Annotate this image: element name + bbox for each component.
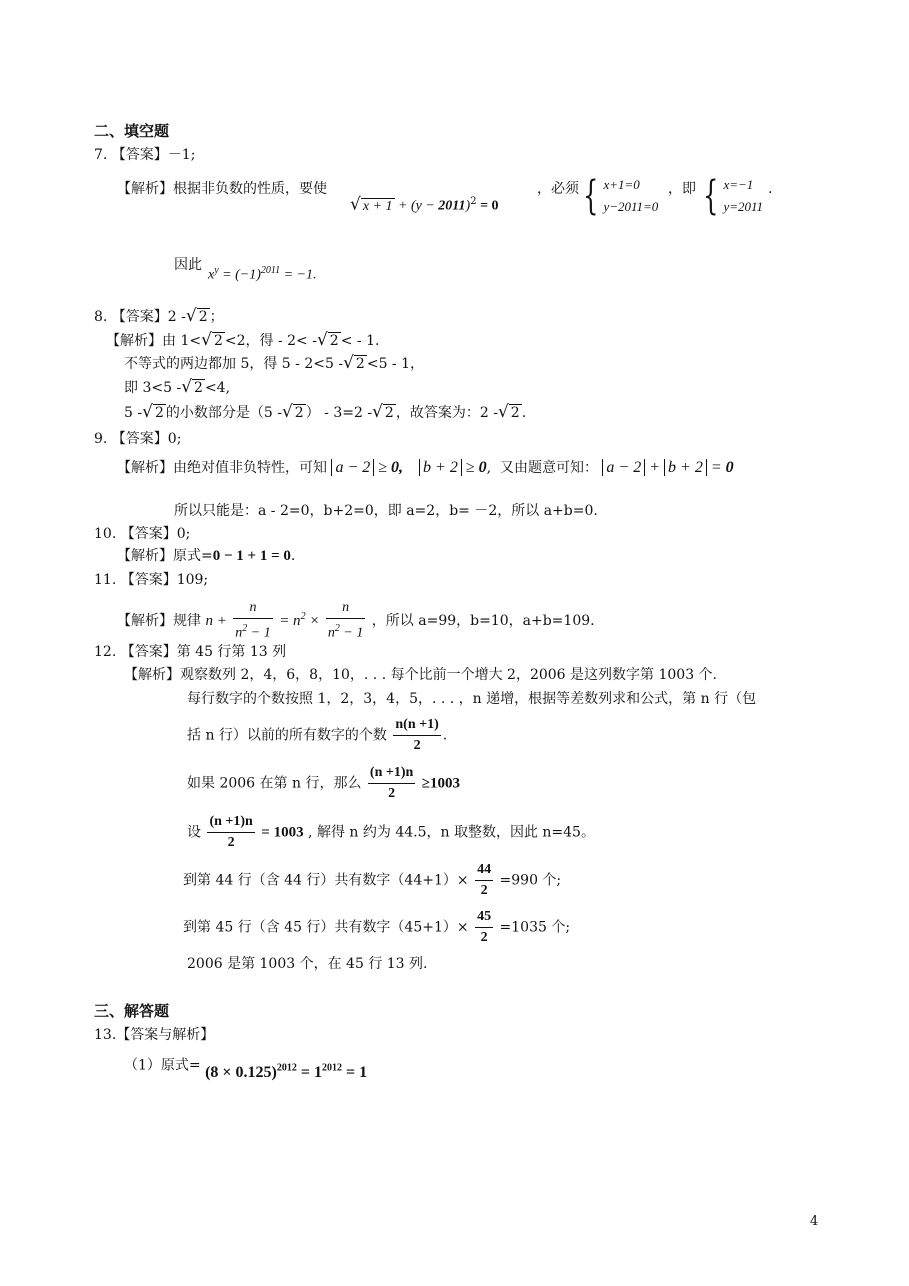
q7-sys2-eq2: y=2011 [723,199,764,214]
q7-therefore-formula: $x^y = (-1)^{2011} = -1$. [208,265,317,283]
q12-line7: 到第 45 行（含 45 行）共有数字（45+1）× $\frac{45}{2}$ =1035 个; [183,909,571,945]
q7-analysis-text: 【解析】根据非负数的性质，要使 [117,181,327,197]
q12-answer: 12. 【答案】第 45 行第 13 列 [94,644,287,660]
q12-line3: 括 n 行）以前的所有数字的个数 $\frac{n(n +1)}{2}$ . [187,717,448,753]
q7-ie: ，即 [668,181,696,197]
q9-answer: 9. 【答案】0; [94,431,182,447]
q7-period: . [768,181,773,197]
q8-answer: 8. 【答案】2 -√ 2 ； [94,306,224,326]
q8-line3: 即 3<5 -√ 2 <4, [124,377,231,397]
q7-therefore: 因此 [174,257,202,273]
q12-line8: 2006 是第 1003 个，在 45 行 13 列. [187,956,428,972]
q7-analysis [117,180,327,198]
q13-line1: （1）原式= $(8 \times 0.125)^{2012} = 1^{2012} = 1$ [124,1057,368,1082]
q12-line5: 设 $\frac{(n +1)n}{2}$ = 1003 , 解得 n 约为 44.5，n 取整数，因此 n=45。 [187,814,595,850]
q7-sys1-eq2: y−2011=0 [603,199,659,214]
q7-sys1-eq1: x+1=0 [603,177,640,192]
q12-line6: 到第 44 行（含 44 行）共有数字（44+1）× $\frac{44}{2}$ =990 个; [183,862,562,898]
q11-answer: 11. 【答案】109; [94,572,209,588]
q7-formula: √ $x + 1 + (y - 2011)^2 = 0$ [350,194,499,215]
q10-answer: 10. 【答案】0; [94,526,191,542]
q7-system-1: { x+1=0 y−2011=0 [583,173,659,219]
q7-system-2: { x=−1 y=2011 [703,173,764,219]
q12-line1: 【解析】观察数列 2，4，6，8，10，. . . 每个比前一个增大 2，2006 是这列数字第 1003 个. [124,667,718,683]
q11-analysis: 【解析】规律 n + $\frac{n}{n^2 - 1}$ = $n^2$ × $\frac{n}{n^2 - 1}$ ，所以 a=99，b=10，a+b=109. [117,600,595,641]
q12-line2: 每行数字的个数按照 1，2，3，4，5，. . . ，n 递增，根据等差数列求和公式，第 n 行（包 [187,691,757,707]
q9-line2: 所以只能是：a - 2=0，b+2=0，即 a=2，b= －2，所以 a+b=0. [174,503,598,519]
q9-analysis: 【解析】由绝对值非负特性，可知 a − 2 ≥ 0, b + 2 ≥ 0, 又由题意可知： a − 2 + b + 2 = 0 [117,459,734,476]
page-number: 4 [810,1214,819,1229]
q13-answer: 13.【答案与解析】 [94,1027,215,1043]
q8-line2: 不等式的两边都加 5，得 5 - 2<5 -√ 2 <5 - 1， [124,353,425,373]
section-title-fill-in: 二、填空题 [94,122,170,140]
q8-line4: 5 -√ 2 的小数部分是（5 -√ 2 ） - 3=2 -√ 2 ，故答案为：2 -√ 2 . [124,402,527,422]
q7-sys2-eq1: x=−1 [723,177,754,192]
q7-answer: 7. 【答案】－1; [94,147,196,163]
q7-must: ，必须 [537,181,579,197]
q8-line1: 【解析】由 1<√ 2 <2，得 - 2< -√ 2 < - 1. [106,330,380,350]
section-title-answers: 三、解答题 [94,1002,170,1020]
q12-line4: 如果 2006 在第 n 行，那么 $\frac{(n +1)n}{2}$ ≥1003 [187,765,460,801]
q10-analysis: 【解析】原式=0 − 1 + 1 = 0. [117,548,296,564]
